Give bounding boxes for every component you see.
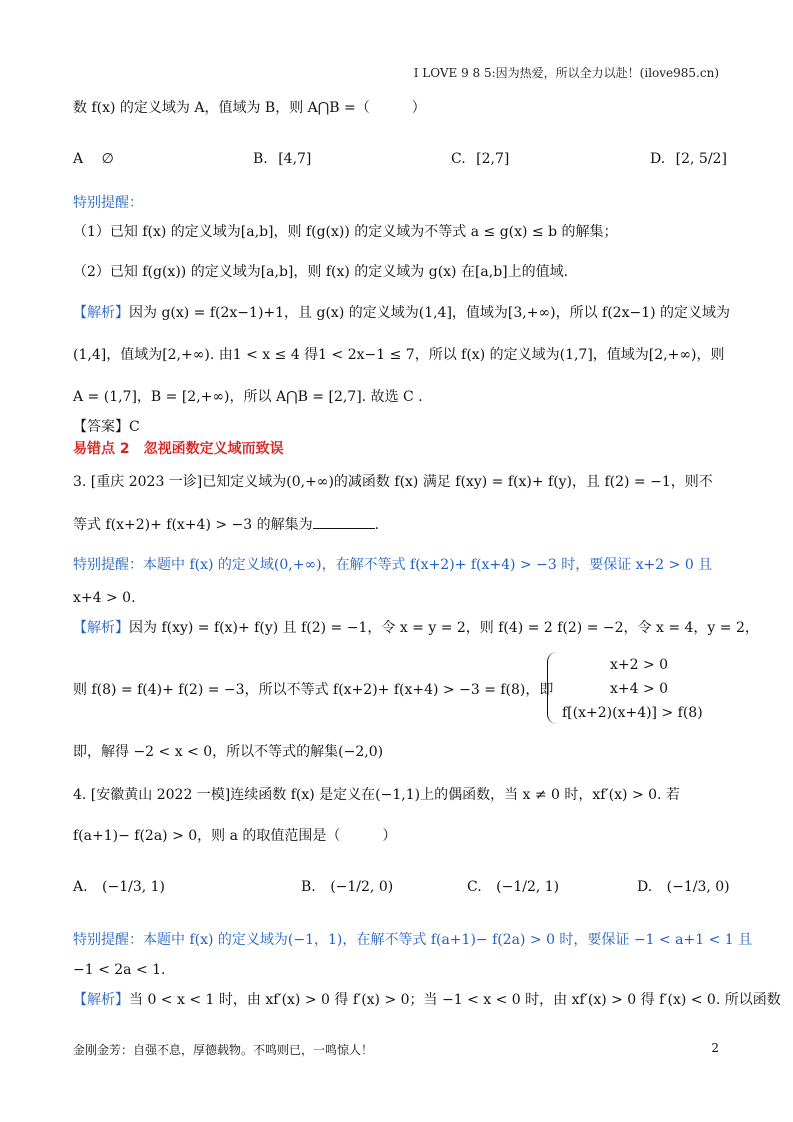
option-label: B. [301,879,316,895]
page-header: I LOVE 9 8 5:因为热爱，所以全力以赴！(ilove985.cn) [413,66,719,80]
option-value: ∅ [101,151,114,167]
option-label: D. [637,879,653,895]
q3-stem-end: . [374,517,380,533]
q3-reminder-2: x+4 > 0. [73,590,136,606]
q2-option-d [650,149,727,169]
q4-option-a [73,877,165,897]
option-label: A [73,151,84,167]
option-label: A. [73,879,88,895]
q2-analysis-2: (1,4]，值域为[2,+∞). 由1 < x ≤ 4 得1 < 2x−1 ≤ 7，所以 f(x) 的定义域为(1,7]，值域为[2,+∞)，则 [73,347,725,363]
q4-reminder-2: −1 < 2a < 1. [73,962,166,978]
system-row-2: x+4 > 0 [610,681,669,697]
analysis-text: 因为 g(x) = f(2x−1)+1，且 g(x) 的定义域为(1,4]，值域为[3,+∞)，所以 f(2x−1) 的定义域为 [129,305,731,321]
q2-analysis-1 [73,303,730,323]
option-value: (−1/2, 1) [496,879,560,895]
q2-answer: 【答案】C [73,419,140,435]
system-row-1: x+2 > 0 [610,657,669,673]
q2-reminder-1: （1）已知 f(x) 的定义域为[a,b]，则 f(g(x)) 的定义域为不等式 a ≤ g(x) ≤ b 的解集； [73,224,618,240]
q4-option-b [301,877,393,897]
q3-analysis-1 [73,618,759,638]
q3-reminder-text: 特别提醒：本题中 f(x) 的定义域(0,+∞)，在解不等式 f(x+2)+ f(x+4) > −3 时，要保证 x+2 > 0 且 [73,557,713,573]
q2-analysis-3: A = (1,7]，B = [2,+∞)，所以 A⋂B = [2,7]. 故选 C . [73,389,423,405]
q4-option-d [637,877,730,897]
analysis-tag: 【解析】 [73,992,129,1008]
q2-option-b [253,149,311,169]
q4-reminder-1 [73,930,752,950]
option-label: C. [451,151,466,167]
option-label: D. [650,151,666,167]
option-value: [4,7] [278,151,312,167]
analysis-text: 因为 f(xy) = f(x)+ f(y) 且 f(2) = −1，令 x = y = 2，则 f(4) = 2 f(2) = −2，令 x = 4，y = 2， [129,620,759,636]
footer-motto: 金刚金芳：自强不息，厚德载物。不鸣则已，一鸣惊人！ [73,1043,374,1057]
page-number: 2 [711,1041,719,1055]
q2-stem: 数 f(x) 的定义域为 A，值域为 B，则 A⋂B =（ ） [73,100,426,116]
q3-analysis-3: 即，解得 −2 < x < 0，所以不等式的解集(−2,0) [73,744,384,760]
q4-reminder-text: 特别提醒：本题中 f(x) 的定义域为(−1，1)，在解不等式 f(a+1)− f(2a) > 0 时，要保证 −1 < a+1 < 1 且 [73,932,753,948]
section-title: 易错点 2 忽视函数定义域而致误 [73,441,284,457]
q3-analysis-2: 则 f(8) = f(4)+ f(2) = −3，所以不等式 f(x+2)+ f(x+4) > −3 = f(8)，即 [73,682,554,698]
q4-analysis-1 [73,990,781,1010]
analysis-tag: 【解析】 [73,305,129,321]
option-value: (−1/2, 0) [330,879,394,895]
option-label: C. [467,879,482,895]
q4-option-c [467,877,559,897]
answer-blank [313,514,375,529]
option-value: (−1/3, 0) [666,879,730,895]
analysis-text: 当 0 < x < 1 时，由 xf′(x) > 0 得 f′(x) > 0；当 −1 < x < 0 时，由 xf′(x) > 0 得 f′(x) < 0. 所以函数 [129,992,781,1008]
q2-option-c [451,149,509,169]
q3-stem-2 [73,514,379,535]
q4-stem-2: f(a+1)− f(2a) > 0，则 a 的取值范围是（ ） [73,828,397,844]
q3-reminder-1 [73,555,712,575]
option-value: (−1/3, 1) [102,879,166,895]
option-value: [2, 5/2] [675,151,727,167]
q2-option-a [73,149,114,169]
q3-stem-1: 3. [重庆 2023 一诊]已知定义域为(0,+∞)的减函数 f(x) 满足 f(xy) = f(x)+ f(y)，且 f(2) = −1，则不 [73,474,713,490]
q4-stem-1: 4. [安徽黄山 2022 一模]连续函数 f(x) 是定义在(−1,1)上的偶函数，当 x ≠ 0 时，xf′(x) > 0. 若 [73,787,680,803]
option-value: [2,7] [476,151,510,167]
system-row-3: f[(x+2)(x+4)] > f(8) [562,705,703,721]
option-label: B. [253,151,268,167]
analysis-tag: 【解析】 [73,620,129,636]
system-brace [547,652,560,724]
q2-reminder-2: （2）已知 f(g(x)) 的定义域为[a,b]，则 f(x) 的定义域为 g(x) 在[a,b]上的值域. [73,264,569,280]
q3-stem-text: 等式 f(x+2)+ f(x+4) > −3 的解集为 [73,517,313,533]
q2-reminder-title: 特别提醒： [73,195,143,211]
